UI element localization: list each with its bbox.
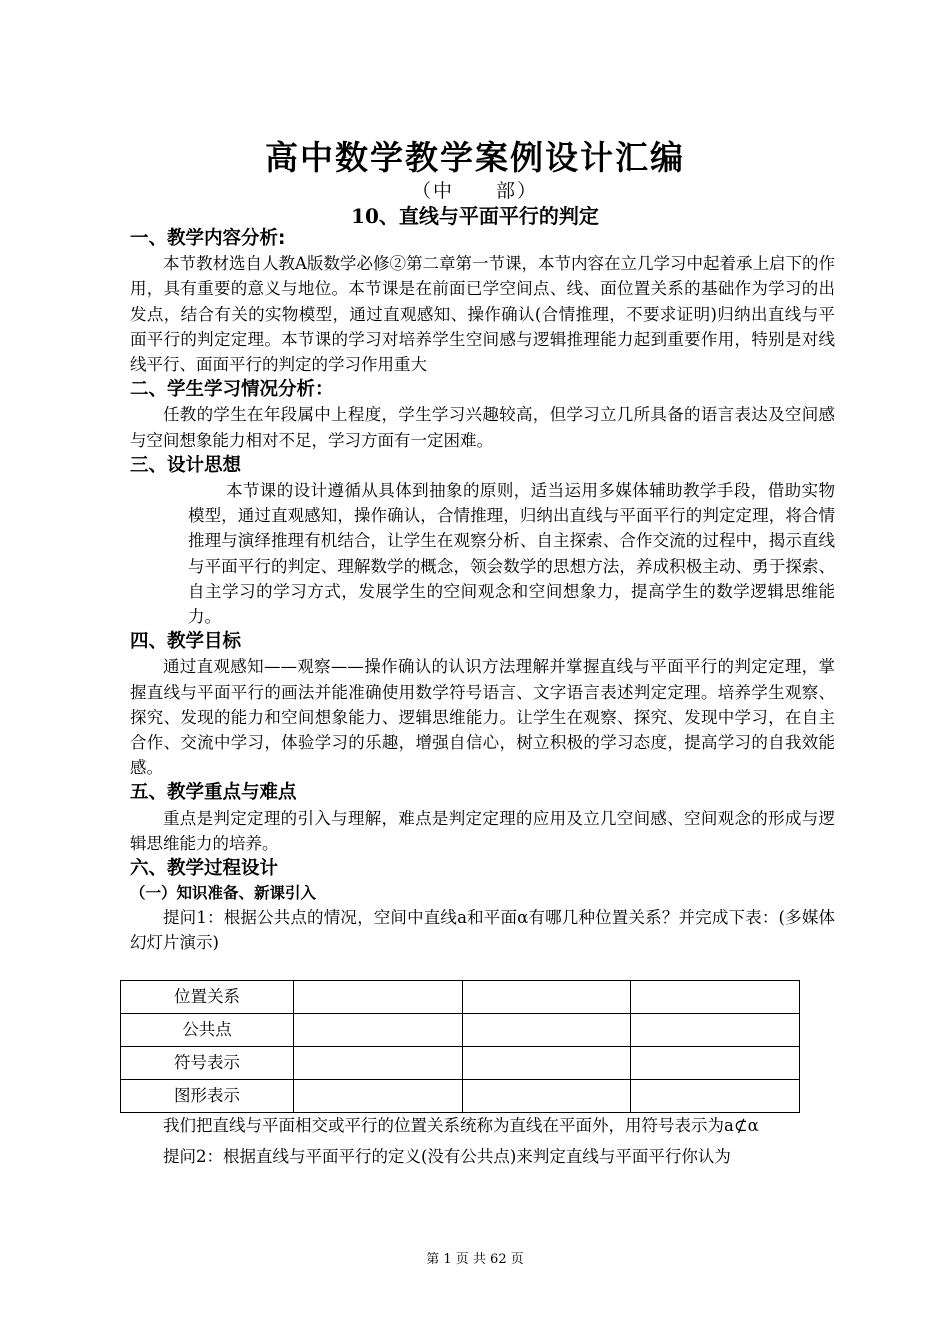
section-text-key-points: 重点是判定定理的引入与理解，难点是判定定理的应用及立几空间感、空间观念的形成与逻辑思维能力的培养。 <box>130 808 835 853</box>
table-row <box>121 1046 800 1079</box>
section-heading-objectives: 四、教学目标 <box>130 631 242 653</box>
lesson-title: 10、直线与平面平行的判定 <box>351 204 599 228</box>
table-row <box>121 1079 800 1112</box>
section-heading-content-analysis: 一、教学内容分析: <box>130 228 286 249</box>
table-cell <box>462 1013 631 1046</box>
table-row-label: 公共点 <box>121 1013 294 1046</box>
table-cell <box>631 1079 800 1112</box>
subsection-heading-intro: （一）知识准备、新课引入 <box>130 884 317 903</box>
position-relation-table <box>120 980 800 1113</box>
section-text-objectives: 通过直观感知——观察——操作确认的认识方法理解并掌握直线与平面平行的判定定理，掌握直线与平面平行的画法并能准确使用数学符号语言、文字语言表述判定定理。培养学生观察、探究、发现的能力和空间想象能力、逻辑思维能力。让学生在观察、探究、发现中学习，在自主合作、交流中学习，体验学习的乐趣，增强自信心，树立积极的学习态度，提高学习的自我效能感。 <box>130 657 835 778</box>
page-footer <box>0 1248 950 1267</box>
table-cell <box>294 1013 463 1046</box>
section-text-content-analysis: 本节教材选自人教A版数学必修②第二章第一节课，本节内容在立几学习中起着承上启下的作用，具有重要的意义与地位。本节课是在前面已学空间点、线、面位置关系的基础作为学习的出发点，结合有关的实物模型，通过直观感知、操作确认(合情推理，不要求证明)归纳出直线与平面平行的判定定理。本节课的学习对培养学生空间感与逻辑推理能力起到重要作用，特别是对线线平行、面面平行的判定的学习作用重大 <box>130 254 835 375</box>
question-2: 提问2：根据直线与平面平行的定义(没有公共点)来判定直线与平面平行你认为 <box>163 1146 731 1166</box>
document-title: 高中数学教学案例设计汇编 <box>265 138 685 177</box>
document-subtitle: （中 部） <box>411 180 538 202</box>
question-1: 提问1：根据公共点的情况，空间中直线a和平面α有哪几种位置关系？并完成下表：(多媒体幻灯片演示) <box>130 908 835 953</box>
table-cell <box>462 1079 631 1112</box>
table-cell <box>462 980 631 1013</box>
table-cell <box>294 1079 463 1112</box>
section-heading-key-points: 五、教学重点与难点 <box>130 782 297 804</box>
table-cell <box>294 980 463 1013</box>
table-cell <box>462 1046 631 1079</box>
table-cell <box>631 980 800 1013</box>
section-heading-process: 六、教学过程设计 <box>130 858 279 880</box>
position-relation-table-wrap <box>120 980 835 1113</box>
after-table-text: 我们把直线与平面相交或平行的位置关系统称为直线在平面外，用符号表示为a⊄α <box>163 1115 759 1135</box>
table-row <box>121 1013 800 1046</box>
section-heading-student-analysis: 二、学生学习情况分析： <box>130 379 334 401</box>
table-cell <box>631 1013 800 1046</box>
section-text-design-idea: 本节课的设计遵循从具体到抽象的原则，适当运用多媒体辅助教学手段，借助实物模型，通过直观感知，操作确认，合情推理，归纳出直线与平面平行的判定定理，将合情推理与演绎推理有机结合，让学生在观察分析、自主探索、合作交流的过程中，揭示直线与平面平行的判定、理解数学的概念，领会数学的思想方法，养成积极主动、勇于探索、自主学习的学习方式，发展学生的空间观念和空间想象力，提高学生的数学逻辑思维能力。 <box>188 481 835 627</box>
page-number: 第 1 页 共 62 页 <box>426 1252 524 1267</box>
section-heading-design-idea: 三、设计思想 <box>130 454 242 476</box>
table-row <box>121 980 800 1013</box>
section-text-student-analysis: 任教的学生在年段属中上程度，学生学习兴趣较高，但学习立几所具备的语言表达及空间感与空间想象能力相对不足，学习方面有一定困难。 <box>130 405 835 450</box>
table-row-label: 位置关系 <box>121 980 294 1013</box>
table-row-label: 图形表示 <box>121 1079 294 1112</box>
document-body <box>130 226 835 1169</box>
table-row-label: 符号表示 <box>121 1046 294 1079</box>
table-cell <box>294 1046 463 1079</box>
table-cell <box>631 1046 800 1079</box>
